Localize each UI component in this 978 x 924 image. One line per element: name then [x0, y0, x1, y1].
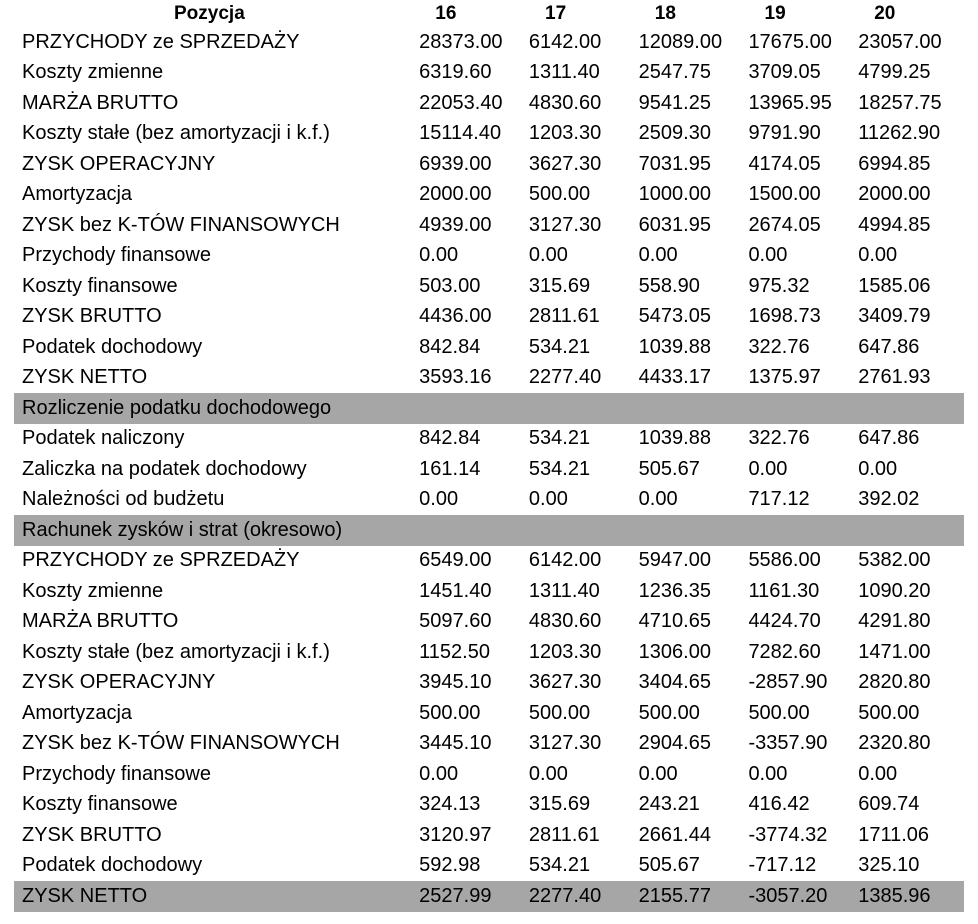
table-cell: 0.00: [528, 762, 568, 785]
table-cell: 4433.17: [638, 366, 711, 389]
table-cell: 558.90: [638, 274, 700, 297]
table-row: [14, 576, 964, 607]
table-cell: 4291.80: [858, 610, 931, 633]
table-cell: 4830.60: [528, 610, 602, 633]
table-body: [14, 27, 964, 912]
table-cell: 325.10: [858, 854, 920, 877]
table-cell: -717.12: [748, 854, 817, 877]
table-cell: 0.00: [419, 244, 459, 267]
table-cell: 647.86: [858, 335, 920, 358]
table-cell: 6549.00: [419, 549, 492, 572]
table-cell: 1236.35: [638, 579, 711, 602]
table-cell: 647.86: [858, 427, 920, 450]
row-label: PRZYCHODY ze SPRZEDAŻY: [22, 549, 300, 572]
table-cell: 4939.00: [419, 213, 492, 236]
row-label: Przychody finansowe: [22, 244, 211, 267]
table-cell: 5947.00: [638, 549, 711, 572]
table-row: [14, 58, 964, 89]
row-label: ZYSK BRUTTO: [22, 823, 162, 846]
table-cell: 3404.65: [638, 671, 711, 694]
row-label: ZYSK OPERACYJNY: [22, 671, 216, 694]
column-header-period: 18: [654, 2, 676, 24]
table-cell: 15114.40: [419, 122, 502, 145]
row-label: Amortyzacja: [22, 701, 133, 724]
table-cell: 3127.30: [528, 732, 602, 755]
table-cell: -3774.32: [748, 823, 828, 846]
table-cell: 6031.95: [638, 213, 711, 236]
table-cell: 0.00: [419, 762, 459, 785]
row-label: ZYSK NETTO: [22, 366, 148, 389]
table-cell: 315.69: [528, 793, 591, 816]
table-row: [14, 881, 964, 912]
row-label: Koszty zmienne: [22, 61, 164, 84]
table-cell: 2820.80: [858, 671, 931, 694]
financial-table: [14, 0, 964, 912]
column-header-period: 19: [764, 2, 786, 24]
table-row: [14, 485, 964, 516]
table-cell: 9791.90: [748, 122, 821, 145]
table-row: [14, 363, 964, 394]
table-cell: 842.84: [419, 427, 481, 450]
table-cell: 609.74: [858, 793, 920, 816]
table-cell: 0.00: [528, 488, 568, 511]
table-cell: 0.00: [528, 244, 568, 267]
table-cell: 2547.75: [638, 61, 711, 84]
row-label: Amortyzacja: [22, 183, 133, 206]
table-cell: 4994.85: [858, 213, 931, 236]
table-cell: 0.00: [748, 762, 788, 785]
table-cell: 3127.30: [528, 213, 602, 236]
table-cell: 1375.97: [748, 366, 821, 389]
table-cell: 1471.00: [858, 640, 931, 663]
table-row: [14, 332, 964, 363]
table-cell: 6142.00: [528, 549, 602, 572]
table-cell: 2811.61: [528, 305, 600, 328]
table-cell: 4424.70: [748, 610, 821, 633]
table-cell: 0.00: [638, 488, 678, 511]
table-cell: 1039.88: [638, 335, 711, 358]
section-header-row: [14, 393, 964, 424]
table-cell: 9541.25: [638, 91, 711, 114]
table-cell: 17675.00: [748, 30, 832, 53]
table-cell: 4799.25: [858, 61, 931, 84]
table-cell: 6319.60: [419, 61, 492, 84]
row-label: MARŻA BRUTTO: [22, 610, 179, 633]
table-cell: 4436.00: [419, 305, 492, 328]
table-cell: 1698.73: [748, 305, 821, 328]
table-cell: 11262.90: [858, 122, 941, 145]
table-cell: 315.69: [528, 274, 591, 297]
table-row: [14, 546, 964, 577]
table-cell: 534.21: [528, 854, 591, 877]
table-cell: 322.76: [748, 427, 810, 450]
row-label: PRZYCHODY ze SPRZEDAŻY: [22, 30, 300, 53]
table-cell: 1451.40: [419, 579, 492, 602]
column-header-period: 16: [435, 2, 457, 24]
table-row: [14, 180, 964, 211]
table-cell: 3709.05: [748, 61, 821, 84]
table-row: [14, 820, 964, 851]
table-cell: 22053.40: [419, 91, 503, 114]
table-cell: 13965.95: [748, 91, 832, 114]
table-cell: 392.02: [858, 488, 920, 511]
table-row: [14, 607, 964, 638]
table-cell: 2904.65: [638, 732, 711, 755]
row-label: ZYSK NETTO: [22, 884, 148, 907]
row-label: Koszty stałe (bez amortyzacji i k.f.): [22, 122, 330, 145]
row-label: Podatek dochodowy: [22, 335, 203, 358]
table-cell: 6994.85: [858, 152, 931, 175]
table-cell: 322.76: [748, 335, 810, 358]
table-cell: 3627.30: [528, 152, 602, 175]
table-cell: 12089.00: [638, 30, 723, 53]
table-row: [14, 27, 964, 58]
table-cell: 2527.99: [419, 884, 492, 907]
row-label: ZYSK OPERACYJNY: [22, 152, 216, 175]
table-cell: 3445.10: [419, 732, 492, 755]
table-cell: 500.00: [419, 701, 481, 724]
row-label: Przychody finansowe: [22, 762, 211, 785]
column-header-period: 17: [545, 2, 567, 24]
table-cell: 1000.00: [638, 183, 711, 206]
table-row: [14, 149, 964, 180]
table-cell: 500.00: [528, 183, 591, 206]
table-cell: 0.00: [638, 244, 678, 267]
row-label: MARŻA BRUTTO: [22, 91, 179, 114]
table-row: [14, 88, 964, 119]
table-row: [14, 241, 964, 272]
row-label: ZYSK BRUTTO: [22, 305, 162, 328]
table-cell: 416.42: [748, 793, 810, 816]
table-cell: 4830.60: [528, 91, 602, 114]
table-cell: 0.00: [419, 488, 459, 511]
table-cell: 3593.16: [419, 366, 492, 389]
table-cell: 5473.05: [638, 305, 711, 328]
table-cell: 1585.06: [858, 274, 931, 297]
table-cell: 500.00: [528, 701, 591, 724]
table-cell: 3120.97: [419, 823, 492, 846]
table-cell: 5097.60: [419, 610, 492, 633]
table-row: [14, 637, 964, 668]
table-cell: 3627.30: [528, 671, 602, 694]
table-cell: 842.84: [419, 335, 481, 358]
table-cell: 2277.40: [528, 366, 602, 389]
table-cell: -3357.90: [748, 732, 828, 755]
table-cell: 6939.00: [419, 152, 492, 175]
table-cell: 1203.30: [528, 640, 602, 663]
table-cell: 4174.05: [748, 152, 821, 175]
table-cell: 717.12: [748, 488, 810, 511]
table-cell: 3409.79: [858, 305, 931, 328]
table-cell: 1385.96: [858, 884, 931, 907]
table-header: [14, 0, 964, 27]
table-cell: 1161.30: [748, 579, 820, 602]
table-cell: 5382.00: [858, 549, 931, 572]
table-cell: 4710.65: [638, 610, 711, 633]
row-label: Koszty finansowe: [22, 274, 178, 297]
table-cell: 3945.10: [419, 671, 492, 694]
table-row: [14, 729, 964, 760]
table-cell: 500.00: [748, 701, 810, 724]
table-row: [14, 851, 964, 882]
column-header-period: 20: [874, 2, 896, 24]
table-cell: 503.00: [419, 274, 481, 297]
table-cell: 161.14: [419, 457, 481, 480]
table-row: [14, 424, 964, 455]
table-cell: 2661.44: [638, 823, 711, 846]
table-cell: 1039.88: [638, 427, 711, 450]
table-cell: 1090.20: [858, 579, 931, 602]
table-cell: 7282.60: [748, 640, 821, 663]
row-label: Koszty stałe (bez amortyzacji i k.f.): [22, 640, 330, 663]
table-cell: 505.67: [638, 854, 700, 877]
table-cell: 2000.00: [419, 183, 492, 206]
row-label: ZYSK bez K-TÓW FINANSOWYCH: [22, 213, 340, 236]
table-cell: 2155.77: [638, 884, 711, 907]
table-cell: 1203.30: [528, 122, 602, 145]
table-cell: 1306.00: [638, 640, 711, 663]
table-cell: 1711.06: [858, 823, 930, 846]
table-cell: 534.21: [528, 457, 591, 480]
section-header-row: [14, 515, 964, 546]
table-cell: 324.13: [419, 793, 481, 816]
table-row: [14, 759, 964, 790]
table-cell: 0.00: [748, 457, 788, 480]
table-cell: 2000.00: [858, 183, 931, 206]
table-cell: -2857.90: [748, 671, 828, 694]
table-cell: 2509.30: [638, 122, 711, 145]
table-cell: 7031.95: [638, 152, 711, 175]
table-cell: 500.00: [858, 701, 920, 724]
table-cell: 2320.80: [858, 732, 931, 755]
table-row: [14, 698, 964, 729]
table-cell: 5586.00: [748, 549, 821, 572]
table-cell: 975.32: [748, 274, 810, 297]
table-row: [14, 271, 964, 302]
table-row: [14, 210, 964, 241]
table-cell: 2277.40: [528, 884, 602, 907]
table-cell: 28373.00: [419, 30, 503, 53]
table-cell: 592.98: [419, 854, 481, 877]
table-cell: -3057.20: [748, 884, 828, 907]
row-label: Należności od budżetu: [22, 488, 225, 511]
table-row: [14, 454, 964, 485]
table-cell: 6142.00: [528, 30, 602, 53]
row-label: ZYSK bez K-TÓW FINANSOWYCH: [22, 732, 340, 755]
table-cell: 1500.00: [748, 183, 821, 206]
table-cell: 500.00: [638, 701, 700, 724]
table-row: [14, 302, 964, 333]
table-cell: 23057.00: [858, 30, 942, 53]
row-label: Podatek dochodowy: [22, 854, 203, 877]
section-title: Rachunek zysków i strat (okresowo): [22, 518, 343, 541]
table-row: [14, 668, 964, 699]
table-cell: 2811.61: [528, 823, 600, 846]
row-label: Podatek naliczony: [22, 427, 185, 450]
table-cell: 2761.93: [858, 366, 931, 389]
table-cell: 534.21: [528, 427, 591, 450]
table-row: [14, 119, 964, 150]
table-row: [14, 790, 964, 821]
table-cell: 1311.40: [528, 579, 600, 602]
table-cell: 534.21: [528, 335, 591, 358]
table-cell: 0.00: [858, 457, 898, 480]
table-cell: 0.00: [638, 762, 678, 785]
section-title: Rozliczenie podatku dochodowego: [22, 396, 332, 419]
row-label: Zaliczka na podatek dochodowy: [22, 457, 307, 480]
table-cell: 0.00: [858, 762, 898, 785]
table-cell: 0.00: [748, 244, 788, 267]
row-label: Koszty zmienne: [22, 579, 164, 602]
table-cell: 1311.40: [528, 61, 600, 84]
table-cell: 18257.75: [858, 91, 942, 114]
row-label: Koszty finansowe: [22, 793, 178, 816]
table-cell: 1152.50: [419, 640, 490, 663]
table-cell: 243.21: [638, 793, 700, 816]
table-cell: 505.67: [638, 457, 700, 480]
table-cell: 2674.05: [748, 213, 821, 236]
table-cell: 0.00: [858, 244, 898, 267]
column-header-position: Pozycja: [174, 2, 245, 24]
